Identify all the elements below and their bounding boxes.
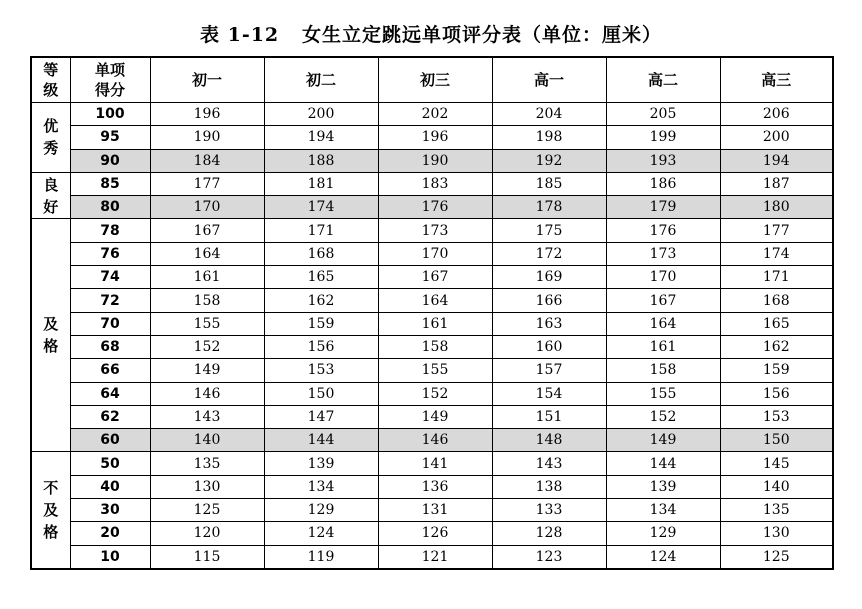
- score-cell: 62: [70, 405, 150, 428]
- table-row: [31, 172, 833, 195]
- value-cell: 165: [264, 266, 378, 289]
- value-cell: 121: [378, 545, 492, 569]
- value-cell: 200: [720, 126, 833, 149]
- table-header: [31, 57, 833, 103]
- value-cell: 134: [606, 499, 720, 522]
- value-cell: 149: [378, 405, 492, 428]
- value-cell: 166: [492, 289, 606, 312]
- table-row: [31, 149, 833, 172]
- value-cell: 179: [606, 196, 720, 219]
- header-score: 单项得分: [70, 57, 150, 103]
- value-cell: 184: [150, 149, 264, 172]
- score-cell: 30: [70, 499, 150, 522]
- value-cell: 146: [150, 382, 264, 405]
- value-cell: 181: [264, 172, 378, 195]
- value-cell: 193: [606, 149, 720, 172]
- table-row: [31, 522, 833, 545]
- value-cell: 147: [264, 405, 378, 428]
- value-cell: 143: [150, 405, 264, 428]
- value-cell: 161: [378, 312, 492, 335]
- value-cell: 170: [378, 242, 492, 265]
- value-cell: 159: [264, 312, 378, 335]
- value-cell: 133: [492, 499, 606, 522]
- level-label: 不及格: [43, 479, 59, 542]
- value-cell: 155: [378, 359, 492, 382]
- value-cell: 194: [720, 149, 833, 172]
- value-cell: 158: [606, 359, 720, 382]
- value-cell: 168: [264, 242, 378, 265]
- value-cell: 190: [378, 149, 492, 172]
- table-row: [31, 266, 833, 289]
- value-cell: 202: [378, 103, 492, 126]
- value-cell: 175: [492, 219, 606, 242]
- value-cell: 124: [606, 545, 720, 569]
- value-cell: 180: [720, 196, 833, 219]
- value-cell: 164: [378, 289, 492, 312]
- value-cell: 124: [264, 522, 378, 545]
- value-cell: 140: [720, 475, 833, 498]
- table-row: [31, 452, 833, 475]
- value-cell: 185: [492, 172, 606, 195]
- value-cell: 144: [264, 429, 378, 452]
- score-cell: 40: [70, 475, 150, 498]
- value-cell: 150: [720, 429, 833, 452]
- value-cell: 194: [264, 126, 378, 149]
- value-cell: 157: [492, 359, 606, 382]
- value-cell: 152: [606, 405, 720, 428]
- score-cell: 90: [70, 149, 150, 172]
- table-body: [31, 103, 833, 569]
- value-cell: 129: [264, 499, 378, 522]
- table-row: [31, 242, 833, 265]
- value-cell: 170: [150, 196, 264, 219]
- value-cell: 159: [720, 359, 833, 382]
- value-cell: 173: [378, 219, 492, 242]
- table-row: [31, 103, 833, 126]
- header-grade: 初一: [150, 57, 264, 103]
- value-cell: 165: [720, 312, 833, 335]
- value-cell: 152: [378, 382, 492, 405]
- value-cell: 152: [150, 335, 264, 358]
- value-cell: 128: [492, 522, 606, 545]
- value-cell: 171: [264, 219, 378, 242]
- value-cell: 139: [264, 452, 378, 475]
- value-cell: 146: [378, 429, 492, 452]
- level-cell: [31, 219, 70, 452]
- score-cell: 95: [70, 126, 150, 149]
- value-cell: 143: [492, 452, 606, 475]
- value-cell: 135: [720, 499, 833, 522]
- table-row: [31, 405, 833, 428]
- table-row: [31, 335, 833, 358]
- value-cell: 123: [492, 545, 606, 569]
- table-row: [31, 126, 833, 149]
- value-cell: 155: [606, 382, 720, 405]
- value-cell: 178: [492, 196, 606, 219]
- value-cell: 186: [606, 172, 720, 195]
- level-label: 及格: [43, 315, 59, 356]
- value-cell: 167: [150, 219, 264, 242]
- value-cell: 177: [150, 172, 264, 195]
- value-cell: 196: [150, 103, 264, 126]
- value-cell: 192: [492, 149, 606, 172]
- value-cell: 198: [492, 126, 606, 149]
- score-cell: 10: [70, 545, 150, 569]
- score-cell: 76: [70, 242, 150, 265]
- value-cell: 164: [150, 242, 264, 265]
- table-row: [31, 429, 833, 452]
- value-cell: 144: [606, 452, 720, 475]
- value-cell: 190: [150, 126, 264, 149]
- score-cell: 50: [70, 452, 150, 475]
- value-cell: 162: [720, 335, 833, 358]
- table-row: [31, 196, 833, 219]
- score-cell: 78: [70, 219, 150, 242]
- value-cell: 163: [492, 312, 606, 335]
- value-cell: 154: [492, 382, 606, 405]
- value-cell: 115: [150, 545, 264, 569]
- score-cell: 85: [70, 172, 150, 195]
- score-cell: 80: [70, 196, 150, 219]
- value-cell: 177: [720, 219, 833, 242]
- value-cell: 141: [378, 452, 492, 475]
- value-cell: 173: [606, 242, 720, 265]
- value-cell: 161: [606, 335, 720, 358]
- value-cell: 136: [378, 475, 492, 498]
- value-cell: 170: [606, 266, 720, 289]
- value-cell: 205: [606, 103, 720, 126]
- value-cell: 176: [606, 219, 720, 242]
- value-cell: 204: [492, 103, 606, 126]
- header-level: 等级: [31, 57, 70, 103]
- header-grade: 高一: [492, 57, 606, 103]
- value-cell: 187: [720, 172, 833, 195]
- value-cell: 135: [150, 452, 264, 475]
- level-cell: [31, 452, 70, 569]
- value-cell: 145: [720, 452, 833, 475]
- value-cell: 130: [720, 522, 833, 545]
- value-cell: 125: [720, 545, 833, 569]
- value-cell: 158: [150, 289, 264, 312]
- value-cell: 161: [150, 266, 264, 289]
- value-cell: 169: [492, 266, 606, 289]
- table-title: 表 1-12 女生立定跳远单项评分表（单位：厘米）: [199, 24, 662, 46]
- value-cell: 150: [264, 382, 378, 405]
- value-cell: 139: [606, 475, 720, 498]
- score-cell: 60: [70, 429, 150, 452]
- value-cell: 158: [378, 335, 492, 358]
- value-cell: 160: [492, 335, 606, 358]
- value-cell: 119: [264, 545, 378, 569]
- level-cell: [31, 103, 70, 173]
- table-row: [31, 545, 833, 569]
- value-cell: 164: [606, 312, 720, 335]
- header-grade: 初三: [378, 57, 492, 103]
- score-cell: 72: [70, 289, 150, 312]
- score-cell: 70: [70, 312, 150, 335]
- table-row: [31, 359, 833, 382]
- value-cell: 156: [264, 335, 378, 358]
- value-cell: 120: [150, 522, 264, 545]
- score-cell: 20: [70, 522, 150, 545]
- level-label: 优秀: [43, 117, 59, 158]
- score-cell: 74: [70, 266, 150, 289]
- value-cell: 155: [150, 312, 264, 335]
- level-cell: [31, 172, 70, 219]
- value-cell: 153: [264, 359, 378, 382]
- value-cell: 168: [720, 289, 833, 312]
- value-cell: 129: [606, 522, 720, 545]
- level-label: 良好: [43, 175, 59, 216]
- value-cell: 174: [264, 196, 378, 219]
- value-cell: 153: [720, 405, 833, 428]
- table-row: [31, 499, 833, 522]
- value-cell: 199: [606, 126, 720, 149]
- value-cell: 134: [264, 475, 378, 498]
- value-cell: 149: [150, 359, 264, 382]
- value-cell: 183: [378, 172, 492, 195]
- table-row: [31, 219, 833, 242]
- header-grade: 高二: [606, 57, 720, 103]
- header-row: [31, 57, 833, 103]
- value-cell: 138: [492, 475, 606, 498]
- value-cell: 131: [378, 499, 492, 522]
- value-cell: 200: [264, 103, 378, 126]
- score-cell: 68: [70, 335, 150, 358]
- value-cell: 162: [264, 289, 378, 312]
- value-cell: 196: [378, 126, 492, 149]
- score-cell: 100: [70, 103, 150, 126]
- value-cell: 172: [492, 242, 606, 265]
- table-row: [31, 289, 833, 312]
- value-cell: 206: [720, 103, 833, 126]
- value-cell: 125: [150, 499, 264, 522]
- scoring-table: [30, 56, 834, 570]
- value-cell: 140: [150, 429, 264, 452]
- header-grade: 高三: [720, 57, 833, 103]
- value-cell: 171: [720, 266, 833, 289]
- value-cell: 130: [150, 475, 264, 498]
- value-cell: 148: [492, 429, 606, 452]
- value-cell: 126: [378, 522, 492, 545]
- header-grade: 初二: [264, 57, 378, 103]
- table-row: [31, 382, 833, 405]
- value-cell: 167: [606, 289, 720, 312]
- value-cell: 156: [720, 382, 833, 405]
- value-cell: 151: [492, 405, 606, 428]
- score-cell: 64: [70, 382, 150, 405]
- value-cell: 149: [606, 429, 720, 452]
- value-cell: 188: [264, 149, 378, 172]
- table-row: [31, 475, 833, 498]
- score-cell: 66: [70, 359, 150, 382]
- value-cell: 174: [720, 242, 833, 265]
- table-row: [31, 312, 833, 335]
- value-cell: 176: [378, 196, 492, 219]
- value-cell: 167: [378, 266, 492, 289]
